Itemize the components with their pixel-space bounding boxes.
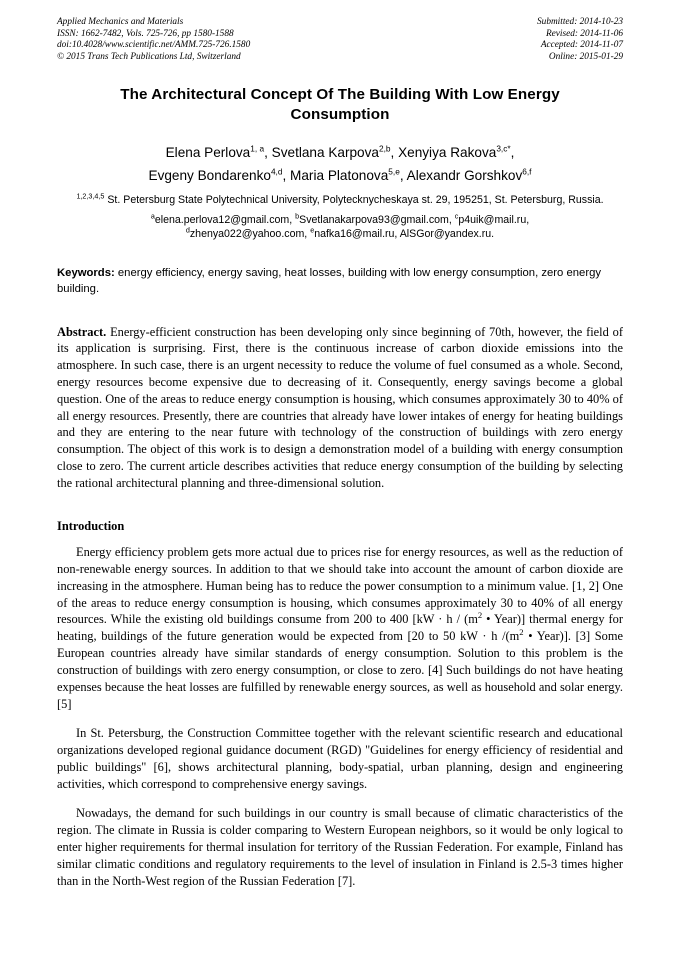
- email-marker: c: [454, 211, 459, 221]
- abstract-text: Energy-efficient construction has been developing only since beginning of 70th, however, the field of its application is surprising. First, there is the continuous increase of carbon dioxide emissions into the atmosphere. In such case, there is an urgent necessity to reduce the volume of fuel consumed as a whole. Second, energy resources become expensive due to decreasing of it. Consequently, energy savings become a global question. One of the areas to reduce energy consumption is housing, which consumes approximately 30 to 40% of all energy resources. Presently, there are countries that already have lower intakes of energy for heating buildings and they are entering to the near future with technology of the construction of buildings with zero energy consumption. The object of this work is to design a demonstration model of a building with energy consumption close to zero. The current article describes activities that reduce energy consumption of the building by selecting the rational architectural planning and three-dimensional solution.: [57, 324, 623, 490]
- email-address[interactable]: zhenya022@yahoo.com,: [189, 228, 311, 241]
- affiliation-text: St. Petersburg State Polytechnical University, Polytecknycheskaya st. 29, 195251, St. Petersburg, Russia.: [104, 194, 604, 207]
- journal-header-line-3: doi:10.4028/www.scientific.net/AMM.725-726.1580: [57, 40, 251, 51]
- author-line-2: Evgeny Bondarenko$^{4,d}$, Maria Platonova$^{5,e}$, Alexandr Gorshkov$^{6,f}$: [148, 166, 532, 184]
- email-marker: e: [310, 225, 315, 235]
- email-address[interactable]: nafka16@mail.ru, AlSGor@yandex.ru.: [314, 228, 495, 241]
- email-marker: d: [185, 225, 190, 235]
- keywords-block: [57, 266, 623, 297]
- superscript-unit: 2: [477, 610, 483, 621]
- superscript-unit: 2: [519, 627, 524, 638]
- journal-identification: [57, 17, 250, 63]
- page-title: The Architectural Concept Of The Building With Low Energy Consumption: [120, 86, 560, 123]
- affiliation-marker: 1,2,3,4,5: [76, 191, 105, 201]
- body-paragraph: Nowadays, the demand for such buildings in our country is small because of climatic characteristics of the region. The climate in Russia is colder comparing to Western European neighbors, so it would be only logical to enter higher requirements for thermal insulation for territory of the Russian Federation. For example, Finland has similar climatic conditions and regulatory requirements to the level of insulation in Finland is 2.5-3 times higher than in the North-West region of the Russian Federation [7].: [57, 806, 623, 888]
- author-line-1: Elena Perlova$^{1, a}$, Svetlana Karpova$^{2,b}$, Xenyiya Rakova$^{3,c*}$,: [165, 143, 515, 161]
- author-list: [57, 141, 623, 187]
- author-affiliation-marker: 2,b: [378, 143, 391, 154]
- email-marker: a: [150, 211, 155, 221]
- abstract-block: [57, 324, 623, 492]
- author-name: Elena Perlova: [165, 145, 251, 161]
- affiliation: [57, 191, 623, 208]
- author-name: Xenyiya Rakova: [398, 145, 497, 161]
- journal-header-line-2: ISSN: 1662-7482, Vols. 725-726, pp 1580-1588: [57, 28, 234, 39]
- author-name: Maria Platonova: [290, 168, 389, 184]
- email-marker: b: [295, 211, 300, 221]
- author-affiliation-marker: 3,c*: [496, 143, 511, 154]
- journal-header-line-1: Applied Mechanics and Materials: [57, 17, 184, 27]
- publication-date-line-4: Online: 2015-01-29: [548, 51, 623, 62]
- body-paragraph: Energy efficiency problem gets more actual due to prices rise for energy resources, as well as the reduction of non-renewable energy sources. In addition to that we should take into account the amount of carbon dioxide are increasing in the atmosphere. Human being has to reduce the power consumption to a minimum value. [1, 2] One of the areas to reduce energy consumption is housing, which consumes approximately 30 to 40% of all energy resources. While the existing old buildings consume from 200 to 400 [$kW \cdot h / (m^2$ • Year)] thermal energy for heating, buildings of the future generation would be expected from [20 to 50 kW · h $/(m^2$ • Year)]. [3] Some European countries already have similar standards of energy consumption. Solution to this problem is the construction of buildings with zero energy consumption, or close to zero. [4] Such buildings do not have heating expenses because the heat losses are fulfilled by renewable energy sources, as well as household and solar energy. [5]: [57, 544, 623, 711]
- email-line-1: [81, 213, 599, 227]
- keywords-label: Keywords:: [57, 267, 115, 280]
- email-address[interactable]: Svetlanakarpova93@gmail.com,: [299, 213, 455, 226]
- author-name: Alexandr Gorshkov: [406, 168, 523, 184]
- publication-date-line-1: Submitted: 2014-10-23: [537, 17, 623, 27]
- keywords-text: energy efficiency, energy saving, heat losses, building with low energy consumption, zero energy building.: [57, 267, 602, 295]
- publication-date-line-3: Accepted: 2014-11-07: [540, 40, 623, 51]
- author-affiliation-marker: 5,e: [388, 166, 400, 177]
- author-affiliation-marker: 1, a: [250, 143, 265, 154]
- email-address[interactable]: p4uik@mail.ru,: [458, 213, 530, 226]
- author-emails: [57, 213, 623, 241]
- author-affiliation-marker: 4,d: [270, 166, 283, 177]
- email-line-2: [81, 227, 599, 241]
- email-address[interactable]: elena.perlova12@gmail.com,: [154, 213, 296, 226]
- author-name: Svetlana Karpova: [271, 145, 379, 161]
- body-paragraph: In St. Petersburg, the Construction Committee together with the relevant scientific research and educational organizations developed regional guidance document (RGD) "Guidelines for energy efficiency of residential and public buildings" [6], shows architectural planning, body-spatial, urban planning, design and engineering activities, which correspond to comprehensive energy savings.: [57, 726, 623, 791]
- author-name: Evgeny Bondarenko: [148, 168, 271, 184]
- introduction-body: [57, 544, 623, 890]
- abstract-label: Abstract.: [57, 324, 107, 339]
- author-affiliation-marker: 6,f: [522, 166, 532, 177]
- journal-header-line-4: © 2015 Trans Tech Publications Ltd, Switzerland: [57, 51, 241, 62]
- page-content: [57, 17, 623, 902]
- publication-date-line-2: Revised: 2014-11-06: [545, 28, 623, 39]
- journal-running-header: [57, 17, 623, 63]
- publication-dates: [537, 17, 623, 63]
- section-heading-introduction: Introduction: [57, 518, 125, 533]
